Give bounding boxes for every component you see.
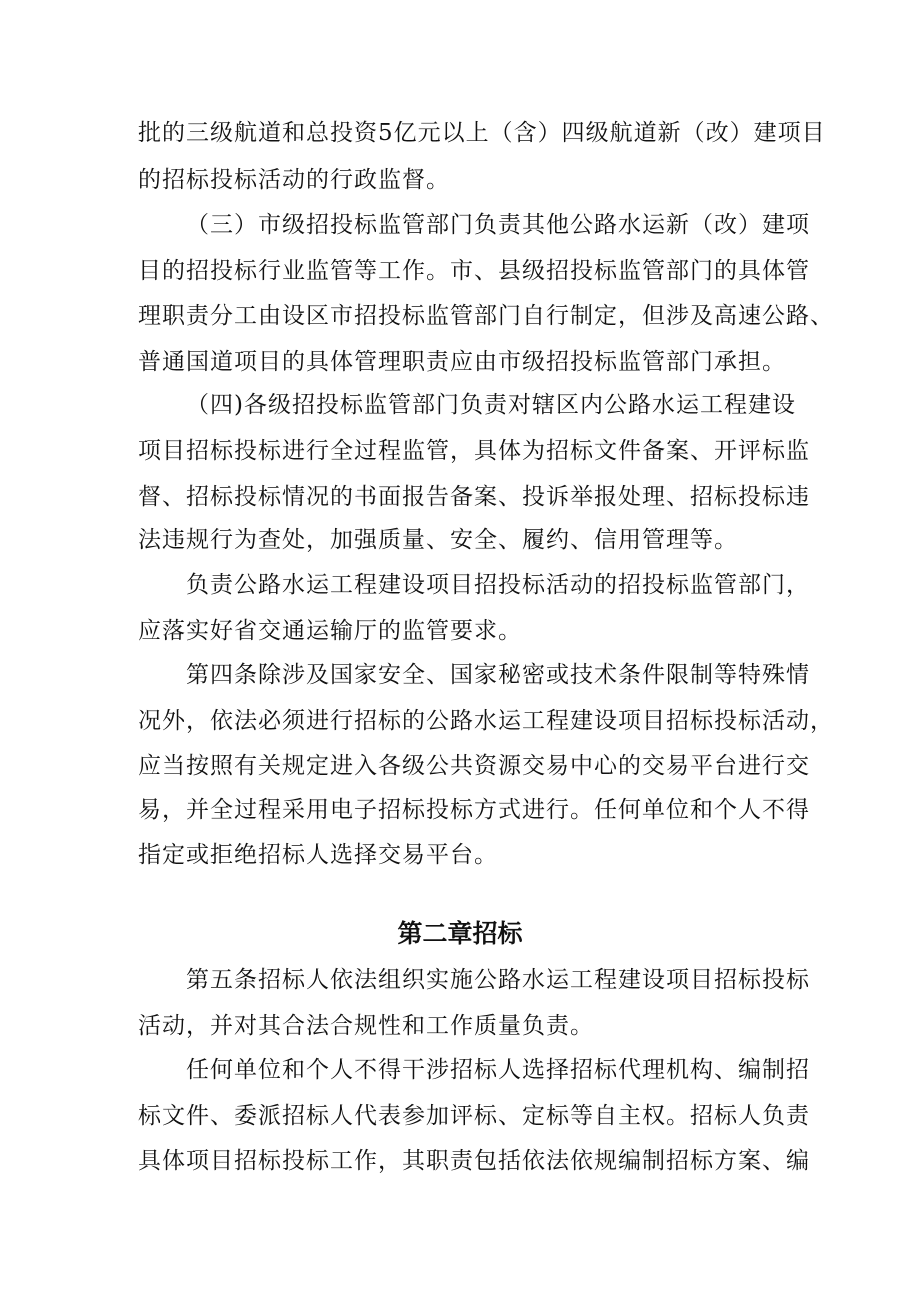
text-line: （四)各级招投标监管部门负责对辖区内公路水运工程建设 (186, 392, 796, 418)
text-line: 第五条招标人依法组织实施公路水运工程建设项目招标投标 (186, 967, 810, 993)
text-line: 的招标投标活动的行政监督。 (138, 167, 450, 193)
text-line: 具体项目招标投标工作，其职责包括依法依规编制招标方案、编 (138, 1148, 810, 1174)
text-line: 目的招投标行业监管等工作。市、县级招投标监管部门的具体管 (138, 258, 810, 284)
text-line: 批的三级航道和总投资5亿元以上（含）四级航道新（改）建项目 (138, 120, 826, 146)
text-line: 活动，并对其合法合规性和工作质量负责。 (138, 1013, 594, 1039)
text-line: 标文件、委派招标人代表参加评标、定标等自主权。招标人负责 (138, 1103, 810, 1129)
text-line: 应落实好省交通运输厅的监管要求。 (138, 618, 522, 644)
text-line: 指定或拒绝招标人选择交易平台。 (138, 842, 498, 868)
text-line: 负责公路水运工程建设项目招投标活动的招投标监管部门， (186, 572, 810, 598)
text-line: 易，并全过程采用电子招标投标方式进行。任何单位和个人不得 (138, 797, 810, 823)
text-line: 普通国道项目的具体管理职责应由市级招投标监管部门承担。 (138, 349, 786, 375)
text-line: 理职责分工由设区市招投标监管部门自行制定，但涉及高速公路、 (138, 303, 834, 329)
text-line: 法违规行为查处，加强质量、安全、履约、信用管理等。 (138, 527, 738, 553)
text-line: （三）市级招投标监管部门负责其他公路水运新（改）建项 (186, 212, 810, 238)
text-line: 项目招标投标进行全过程监管，具体为招标文件备案、开评标监 (138, 438, 810, 464)
text-line: 况外，依法必须进行招标的公路水运工程建设项目招标投标活动， (138, 708, 834, 734)
text-line: 任何单位和个人不得干涉招标人选择招标代理机构、编制招 (186, 1057, 810, 1083)
chapter-heading: 第二章招标 (397, 919, 523, 948)
text-line: 应当按照有关规定进入各级公共资源交易中心的交易平台进行交 (138, 753, 810, 779)
text-line: 第四条除涉及国家安全、国家秘密或技术条件限制等特殊情 (186, 662, 810, 688)
text-line: 督、招标投标情况的书面报告备案、投诉举报处理、招标投标违 (138, 484, 810, 510)
